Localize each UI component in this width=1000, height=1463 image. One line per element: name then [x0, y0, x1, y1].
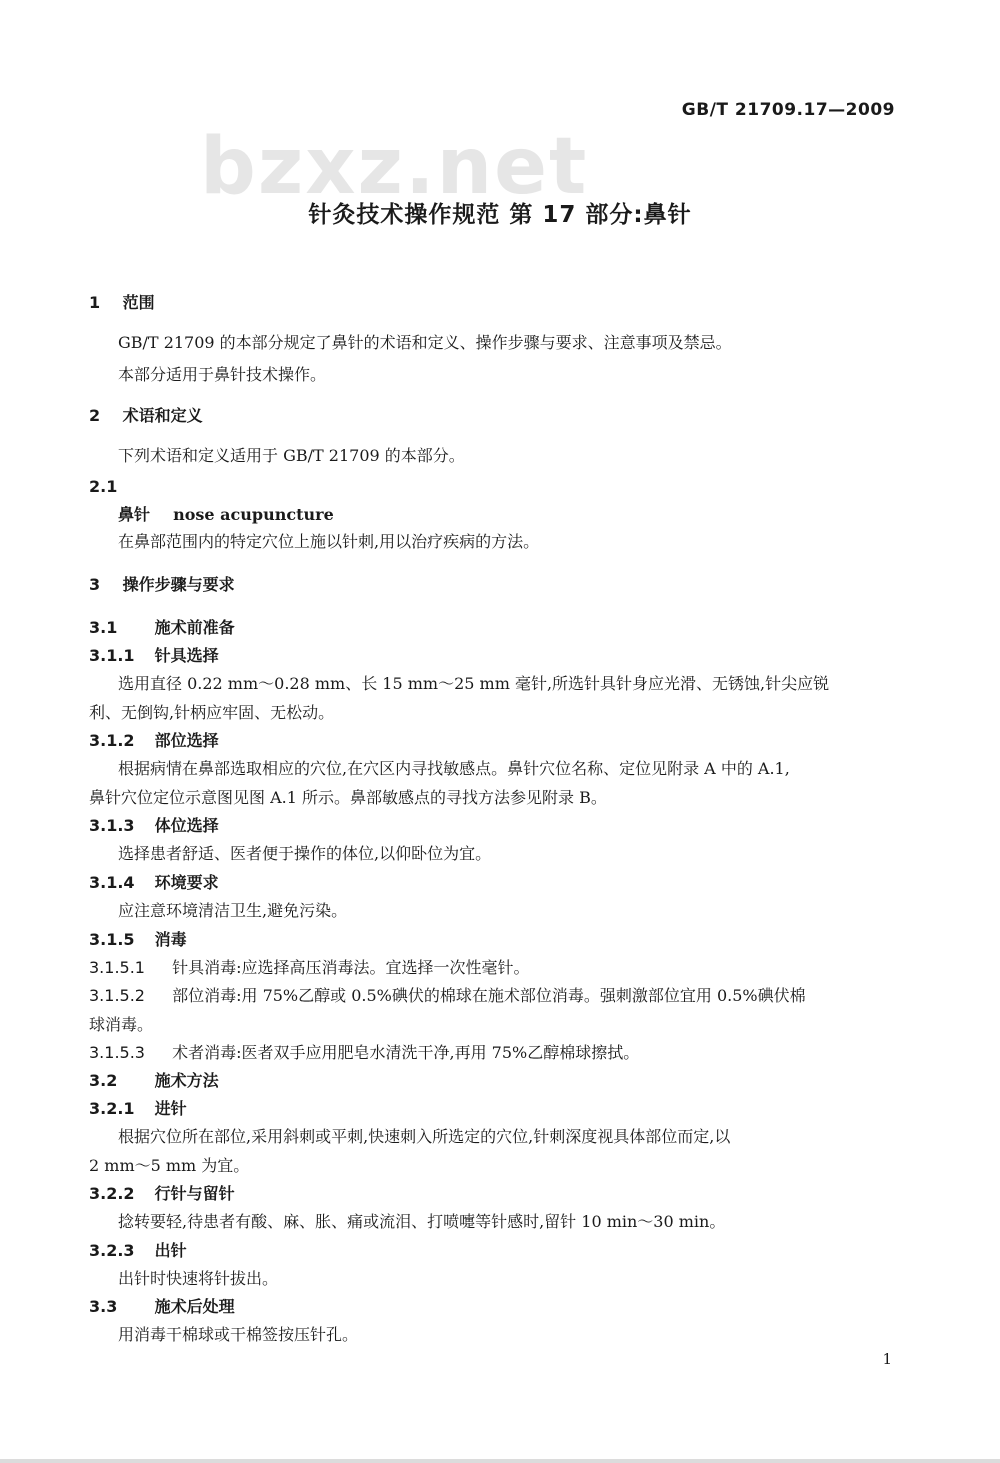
section-number: 1 [89, 293, 101, 312]
paragraph: 选择患者舒适、医者便于操作的体位,以仰卧位为宜。 [118, 844, 492, 863]
section-number: 3.2.3 [89, 1241, 135, 1260]
paragraph-continued: 利、无倒钩,针柄应牢固、无松动。 [89, 703, 335, 722]
section-3-1-1-heading [89, 646, 219, 666]
section-title: 消毒 [154, 930, 187, 949]
section-number: 3.1.1 [89, 646, 135, 665]
section-3-2-3-heading [89, 1241, 187, 1261]
page-number: 1 [882, 1350, 892, 1368]
section-3-2-1-heading [89, 1099, 187, 1119]
section-3-heading [89, 575, 235, 595]
section-3-1-3-heading [89, 816, 219, 836]
paragraph: GB/T 21709 的本部分规定了鼻针的术语和定义、操作步骤与要求、注意事项及禁忌。 [118, 333, 732, 352]
clause-text: 部位消毒:用 75%乙醇或 0.5%碘伏的棉球在施术部位消毒。强刺激部位宜用 0.5%碘伏棉 [172, 986, 806, 1005]
section-title: 进针 [154, 1099, 187, 1118]
paragraph: 应注意环境清洁卫生,避免污染。 [118, 901, 348, 920]
section-number: 3.2.1 [89, 1099, 135, 1118]
page-bottom-edge [0, 1459, 1000, 1463]
section-title: 行针与留针 [154, 1184, 235, 1203]
paragraph: 选用直径 0.22 mm～0.28 mm、长 15 mm～25 mm 毫针,所选针具针身应光滑、无锈蚀,针尖应锐 [118, 674, 830, 693]
section-number: 3.1.5.2 [89, 986, 145, 1005]
clause-text: 术者消毒:医者双手应用肥皂水清洗干净,再用 75%乙醇棉球擦拭。 [172, 1043, 640, 1062]
section-number: 3.1.2 [89, 731, 135, 750]
paragraph-continued: 2 mm～5 mm 为宜。 [89, 1156, 250, 1175]
section-3-2-heading [89, 1071, 219, 1091]
section-title: 施术后处理 [154, 1297, 235, 1316]
section-title: 出针 [154, 1241, 187, 1260]
paragraph-continued: 鼻针穴位定位示意图见图 A.1 所示。鼻部敏感点的寻找方法参见附录 B。 [89, 788, 607, 807]
section-3-1-5-1 [89, 958, 530, 978]
paragraph: 根据病情在鼻部选取相应的穴位,在穴区内寻找敏感点。鼻针穴位名称、定位见附录 A 中的 A.1, [118, 759, 790, 778]
section-number: 3 [89, 575, 101, 594]
paragraph: 本部分适用于鼻针技术操作。 [118, 365, 327, 384]
term-chinese: 鼻针 [118, 505, 151, 524]
section-number: 3.1.4 [89, 873, 135, 892]
paragraph: 下列术语和定义适用于 GB/T 21709 的本部分。 [118, 446, 465, 465]
section-3-1-2-heading [89, 731, 219, 751]
section-3-1-5-heading [89, 930, 187, 950]
section-number: 3.1.5 [89, 930, 135, 949]
section-title: 体位选择 [154, 816, 219, 835]
watermark: bzxz.net [200, 122, 589, 212]
section-number: 3.2 [89, 1071, 118, 1090]
section-title: 施术前准备 [154, 618, 235, 637]
section-title: 施术方法 [154, 1071, 219, 1090]
clause-text: 针具消毒:应选择高压消毒法。宜选择一次性毫针。 [172, 958, 530, 977]
section-3-1-heading [89, 618, 235, 638]
section-title: 部位选择 [154, 731, 219, 750]
section-number: 2.1 [89, 477, 118, 496]
section-2-heading [89, 406, 203, 426]
term-english: nose acupuncture [173, 505, 334, 524]
document-title: 针灸技术操作规范 第 17 部分:鼻针 [308, 202, 692, 228]
paragraph-continued: 球消毒。 [89, 1015, 154, 1034]
section-title: 操作步骤与要求 [122, 575, 235, 594]
section-title: 环境要求 [154, 873, 219, 892]
section-number: 3.1.5.3 [89, 1043, 145, 1062]
section-3-2-2-heading [89, 1184, 235, 1204]
section-3-3-heading [89, 1297, 235, 1317]
section-title: 针具选择 [154, 646, 219, 665]
section-number: 3.1.3 [89, 816, 135, 835]
paragraph: 出针时快速将针拔出。 [118, 1269, 279, 1288]
term-entry [118, 505, 334, 525]
section-number: 3.3 [89, 1297, 118, 1316]
section-number: 3.1 [89, 618, 118, 637]
paragraph: 用消毒干棉球或干棉签按压针孔。 [118, 1325, 359, 1344]
section-2-1-number [89, 477, 117, 497]
section-title: 范围 [122, 293, 155, 312]
section-3-1-5-3 [89, 1043, 639, 1063]
section-1-heading [89, 293, 155, 313]
term-definition: 在鼻部范围内的特定穴位上施以针刺,用以治疗疾病的方法。 [118, 532, 540, 551]
standard-code: GB/T 21709.17—2009 [681, 100, 895, 120]
paragraph: 根据穴位所在部位,采用斜刺或平刺,快速刺入所选定的穴位,针刺深度视具体部位而定,以 [118, 1127, 731, 1146]
section-3-1-4-heading [89, 873, 219, 893]
section-number: 3.1.5.1 [89, 958, 145, 977]
section-3-1-5-2 [89, 986, 806, 1006]
section-title: 术语和定义 [122, 406, 203, 425]
section-number: 3.2.2 [89, 1184, 135, 1203]
paragraph: 捻转要轻,待患者有酸、麻、胀、痛或流泪、打喷嚏等针感时,留针 10 min～30 min。 [118, 1212, 726, 1231]
section-number: 2 [89, 406, 101, 425]
